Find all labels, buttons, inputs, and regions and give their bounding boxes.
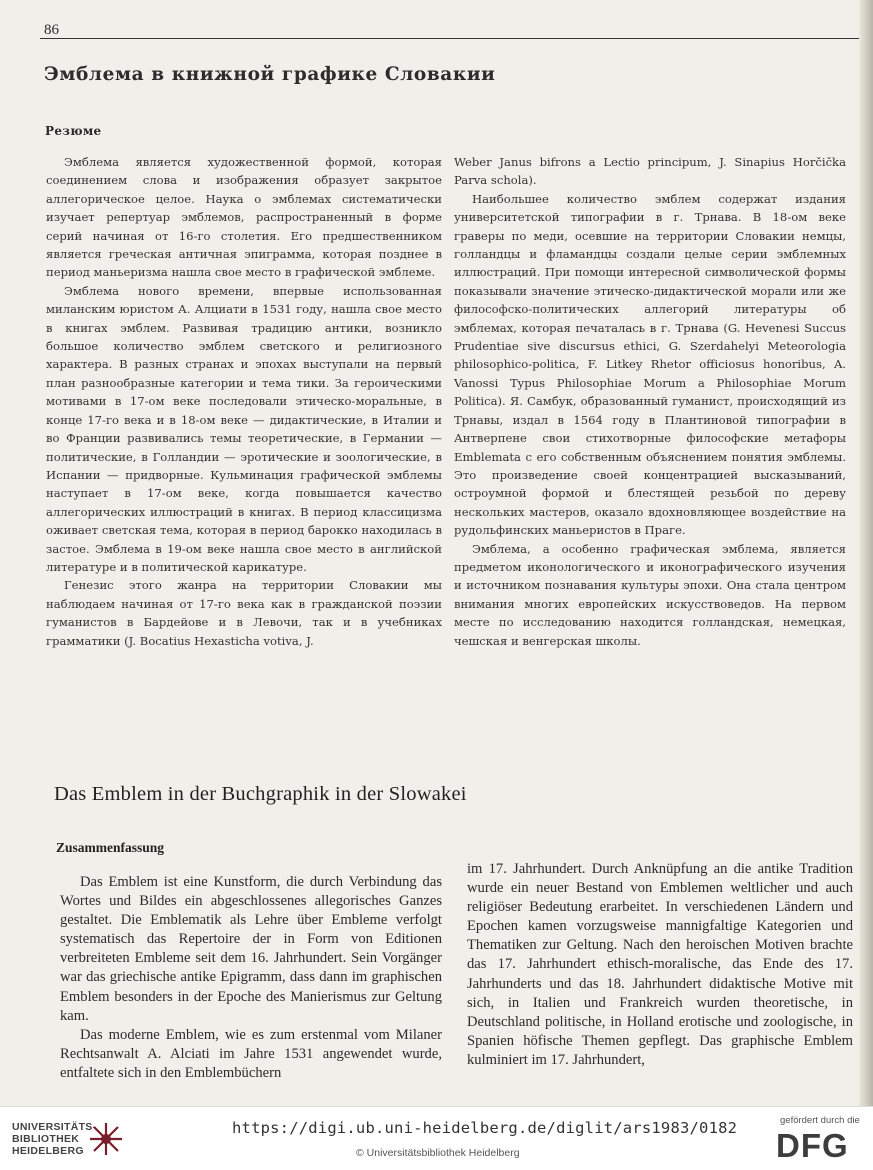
scan-edge-shadow — [859, 0, 873, 1106]
paragraph: Weber Janus bifrons a Lectio principum, J. Sinapius Horčička Parva schola). — [454, 155, 846, 188]
copyright-notice: © Universitätsbibliothek Heidelberg — [356, 1147, 520, 1159]
german-column-right — [467, 860, 853, 1070]
page-number: 86 — [44, 22, 59, 38]
library-logo-line: BIBLIOTHEK — [12, 1133, 80, 1145]
paragraph: Эмблема является художественной формой, которая соединением слова и изображения образует закрытое аллегорическое целое. Наука о эмблемах систематически изучает репертуар эмблемов, распространенный в форме серий начиная от 16-го столетия. Его предшественником является греческая античная эпиграмма, которая позднее в период маньеризма нашла свое место в графической эмблеме. — [46, 155, 442, 280]
german-column-left — [60, 873, 442, 1083]
german-title: Das Emblem in der Buchgraphik in der Slowakei — [54, 783, 467, 805]
paragraph: Наибольшее количество эмблем содержат издания университетской типографии в г. Трнава. В 18-ом веке граверы по меди, осевшие на территории Словакии немцы, голландцы и фламандцы создали целые серии эмблемных иллюстраций. При помощи интересной символической формы показывали значение этическо-дидактической морали или же философско-политических аллегорий литературы об эмблемах, которая печаталась в г. Трнава (G. Hevenesi Succus Prudentiae sive discursus ethici, G. Szerdahelyi Meteorologia philosophico-politica, F. Litkey Rhetor officiosus honoribus, A. Vanossi Typus Philosophiae Morum a Philosophiae Morum Politica). Я. Самбук, образованный гуманист, происходящий из Трнавы, издал в 1564 году в Плантиновой типографии в Антверпене свои стихотворные философские метафоры Emblemata с его собственным объяснением понятия эмблемы. Это произведение своей концентрацией высказываний, остроумной формой и блестящей резьбой по дереву нескольких мастеров, оказало вдохновляющее воздействие на рудольфинских маньеристов в Праге. — [454, 191, 846, 538]
dfg-logo[interactable]: DFG — [776, 1127, 849, 1164]
russian-column-left — [46, 153, 442, 650]
viewer-footer — [0, 1106, 873, 1170]
header-rule — [40, 38, 866, 39]
paragraph: Эмблема нового времени, впервые использованная миланским юристом А. Алциати в 1531 году, нашла свое место в книгах эмблем. Развивая традицию антики, возникло большое количество эмблем светского и религиозного характера. В разных странах и эпохах выступали на первый план разнообразные категории и тема тики. За героическими мотивами в 17-ом веке последовали этическо-моральные, в конце 17-го века и в 18-ом веке — дидактические, в Италии и во Франции развивались темы теоретические, в Германии — политические, в Голландии — эротические и зоологические, в Испании — придворные. Кульминация графической эмблемы наступает в 17-ом веке, когда повышается качество аллегорических иллюстраций в книгах. В период классицизма оживает светская тема, которая в период барокко находилась в застое. Эмблема в 19-ом веке нашла свое место в английской литературе и в политической карикатуре. — [46, 283, 442, 574]
russian-title: Эмблема в книжной графике Словакии — [44, 64, 496, 85]
paragraph: Das Emblem ist eine Kunstform, die durch Verbindung das Wortes und Bildes ein abgeschlossenes allegorisches Ganzes gestaltet. Die Emblematik als Lehre über Embleme verfolgt systematisch das Repertoire der in Form von Editionen verbreiteten Embleme seit dem 16. Jahrhundert. Sein Vorgänger war das griechische antike Epigramm, dass dann im graphischen Emblem besonders in der Epoche des Manierismus zur Geltung kam. — [60, 874, 442, 1024]
russian-subtitle: Резюме — [45, 124, 102, 138]
library-logo[interactable] — [12, 1121, 96, 1157]
library-logo-line: UNIVERSITÄTS- — [12, 1121, 97, 1133]
paragraph: Das moderne Emblem, wie es zum erstenmal vom Milaner Rechtsanwalt A. Alciati im Jahre 1531 angewendet wurde, entfaltete sich in den Emblembüchern — [60, 1026, 442, 1081]
russian-column-right — [454, 153, 846, 650]
paragraph: Эмблема, а особенно графическая эмблема, является предметом иконологического и иконографического изучения и источником познавания культуры эпохи. Она стала центром внимания многих европейских искусствоведов. На первом месте по исследованию находится голландская, немецкая, чешская и венгерская школы. — [454, 541, 846, 648]
funding-caption: gefördert durch die — [780, 1115, 860, 1126]
german-subtitle: Zusammenfassung — [56, 840, 165, 855]
permalink-url[interactable]: https://digi.ub.uni-heidelberg.de/diglit/ars1983/0182 — [232, 1119, 738, 1137]
library-seal-icon — [86, 1119, 126, 1159]
paragraph: Генезис этого жанра на территории Словакии мы наблюдаем начиная от 17-го века как в гражданской поэзии гуманистов в Бардейове и в Левочи, так и в учебниках грамматики (J. Bocatius Hexasticha votiva, J. — [46, 578, 442, 648]
library-logo-line: HEIDELBERG — [12, 1145, 84, 1157]
paragraph: im 17. Jahrhundert. Durch Anknüpfung an die antike Tradition wurde ein neuer Bestand von Emblemen weltlicher und auch religiöser Bedeutung erarbeitet. In verschiedenen Ländern und Epochen kamen vorzugsweise mannigfaltige Kategorien und Thematiken zur Geltung. Nach den heroischen Motiven brachte das 17. Jahrhundert ethisch-moralische, das Ende des 17. Jahrhunderts und das 18. Jahrhundert didaktische Motive mit sich, in Italien und Frankreich wurden theoretische, in Deutschland politische, in Holland erotische und zoologische, in Spanien höfische Themen gepflegt. Das graphische Emblem kulminiert im 17. Jahrhundert, — [467, 861, 853, 1068]
